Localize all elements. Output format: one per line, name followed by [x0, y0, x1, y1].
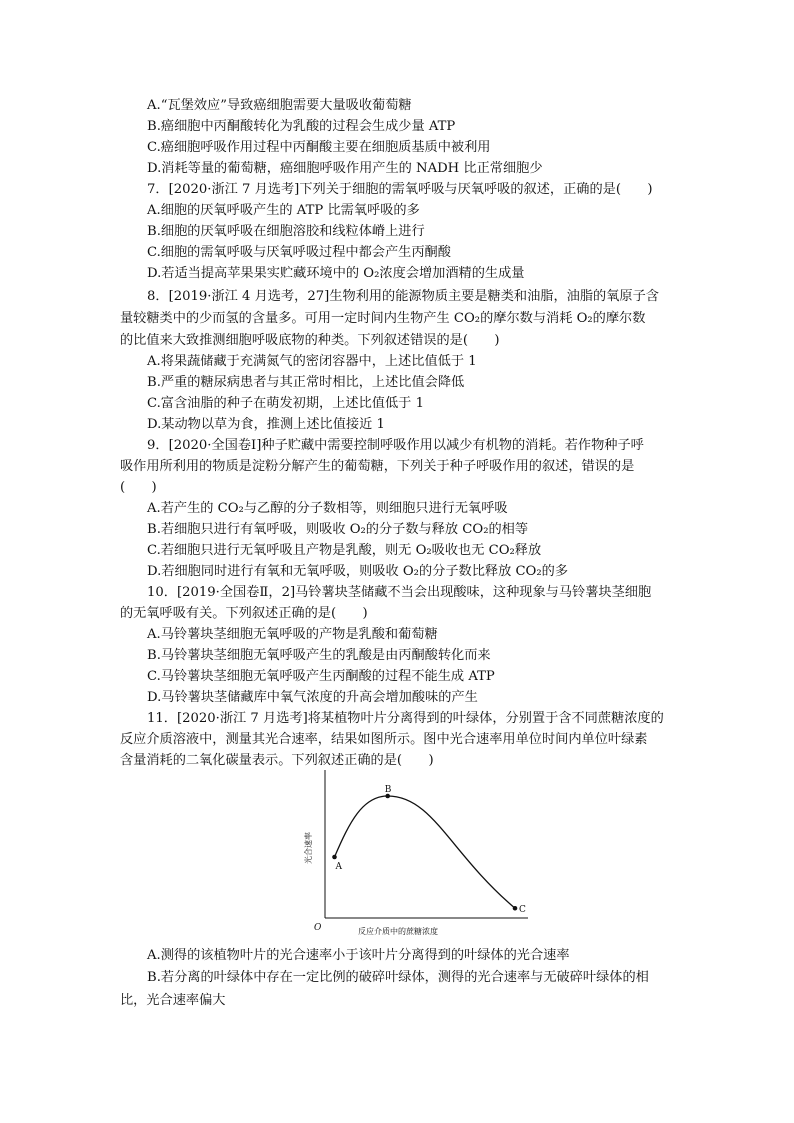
q6-option-d: D.消耗等量的葡萄糖，癌细胞呼吸作用产生的 NADH 比正常细胞少 — [147, 161, 543, 176]
q8-option-d: D.某动物以草为食，推测上述比值接近 1 — [147, 417, 385, 432]
q10-option-a: A.马铃薯块茎细胞无氧呼吸的产物是乳酸和葡萄糖 — [147, 627, 438, 642]
q9-option-b: B.若细胞只进行有氧呼吸，则吸收 O₂的分子数与释放 CO₂的相等 — [147, 522, 529, 537]
q9-stem-line-3: ( ) — [120, 480, 157, 495]
q8-stem-line-3: 的比值来大致推测细胞呼吸底物的种类。下列叙述错误的是( ) — [120, 333, 500, 348]
x-axis-label: 反应介质中的蔗糖浓度 — [358, 927, 438, 936]
rate-curve — [335, 796, 516, 908]
point-c-label: C — [519, 905, 526, 916]
q7-option-a: A.细胞的厌氧呼吸产生的 ATP 比需氧呼吸的多 — [147, 203, 420, 218]
q7-stem: 7．[2020·浙江 7 月选考]下列关于细胞的需氧呼吸与厌氧呼吸的叙述，正确的是( ) — [147, 182, 653, 197]
q8-option-c: C.富含油脂的种子在萌发初期，上述比值低于 1 — [147, 396, 424, 411]
q11-stem-line-3: 含量消耗的二氧化碳量表示。下列叙述正确的是( ) — [120, 753, 434, 768]
q7-option-d: D.若适当提高苹果果实贮藏环境中的 O₂浓度会增加酒精的生成量 — [147, 266, 525, 281]
q8-stem-line-1: 8．[2019·浙江 4 月选考，27]生物利用的能源物质主要是糖类和油脂，油脂的氧原子含 — [147, 289, 659, 304]
point-b-label: B — [384, 785, 392, 795]
q11-option-b-line-1: B.若分离的叶绿体中存在一定比例的破碎叶绿体，测得的光合速率与无破碎叶绿体的相 — [147, 970, 649, 985]
point-a-label: A — [335, 862, 342, 872]
q7-option-c: C.细胞的需氧呼吸与厌氧呼吸过程中都会产生丙酮酸 — [147, 245, 451, 260]
q11-stem-line-1: 11．[2020·浙江 7 月选考]将某植物叶片分离得到的叶绿体，分别置于含不同蔗糖浓度的 — [147, 711, 664, 726]
q10-option-c: C.马铃薯块茎细胞无氧呼吸产生丙酮酸的过程不能生成 ATP — [147, 669, 495, 684]
q8-stem-line-2: 量较糖类中的少而氢的含量多。可用一定时间内生物产生 CO₂的摩尔数与消耗 O₂的摩尔数 — [120, 311, 646, 326]
q9-option-d: D.若细胞同时进行有氧和无氧呼吸，则吸收 O₂的分子数比释放 CO₂的多 — [147, 564, 569, 579]
q9-stem-line-2: 吸作用所利用的物质是淀粉分解产生的葡萄糖，下列关于种子呼吸作用的叙述，错误的是 — [120, 459, 635, 474]
point-c — [513, 906, 518, 911]
q10-option-b: B.马铃薯块茎细胞无氧呼吸产生的乳酸是由丙酮酸转化而来 — [147, 648, 491, 663]
q6-option-c: C.癌细胞呼吸作用过程中丙酮酸主要在细胞质基质中被利用 — [147, 140, 491, 155]
q10-stem-line-1: 10．[2019·全国卷Ⅱ，2]马铃薯块茎储藏不当会出现酸味，这种现象与马铃薯块茎细胞 — [147, 585, 652, 600]
origin-label: O — [314, 923, 322, 933]
q9-option-a: A.若产生的 CO₂与乙醇的分子数相等，则细胞只进行无氧呼吸 — [147, 501, 508, 516]
q6-option-a: A.“瓦堡效应”导致癌细胞需要大量吸收葡萄糖 — [147, 98, 412, 113]
q8-option-a: A.将果蔬储藏于充满氮气的密闭容器中，上述比值低于 1 — [147, 354, 477, 369]
point-a — [332, 855, 337, 860]
q10-option-d: D.马铃薯块茎储藏库中氧气浓度的升高会增加酸味的产生 — [147, 690, 478, 705]
q11-option-a: A.测得的该植物叶片的光合速率小于该叶片分离得到的叶绿体的光合速率 — [147, 948, 570, 963]
y-axis-label: 光合速率 — [304, 832, 313, 864]
q9-stem-line-1: 9．[2020·全国卷Ⅰ]种子贮藏中需要控制呼吸作用以减少有机物的消耗。若作物种子呼 — [147, 438, 644, 453]
q7-option-b: B.细胞的厌氧呼吸在细胞溶胶和线粒体嵴上进行 — [147, 224, 425, 239]
photosynthesis-chart — [300, 768, 530, 938]
q6-option-b: B.癌细胞中丙酮酸转化为乳酸的过程会生成少量 ATP — [147, 119, 456, 134]
q11-stem-line-2: 反应介质溶液中，测量其光合速率，结果如图所示。图中光合速率用单位时间内单位叶绿素 — [120, 732, 648, 747]
q9-option-c: C.若细胞只进行无氧呼吸且产物是乳酸，则无 O₂吸收也无 CO₂释放 — [147, 543, 542, 558]
q8-option-b: B.严重的糖尿病患者与其正常时相比，上述比值会降低 — [147, 375, 465, 390]
q11-option-b-line-2: 比，光合速率偏大 — [120, 993, 226, 1008]
q10-stem-line-2: 的无氧呼吸有关。下列叙述正确的是( ) — [120, 606, 368, 621]
